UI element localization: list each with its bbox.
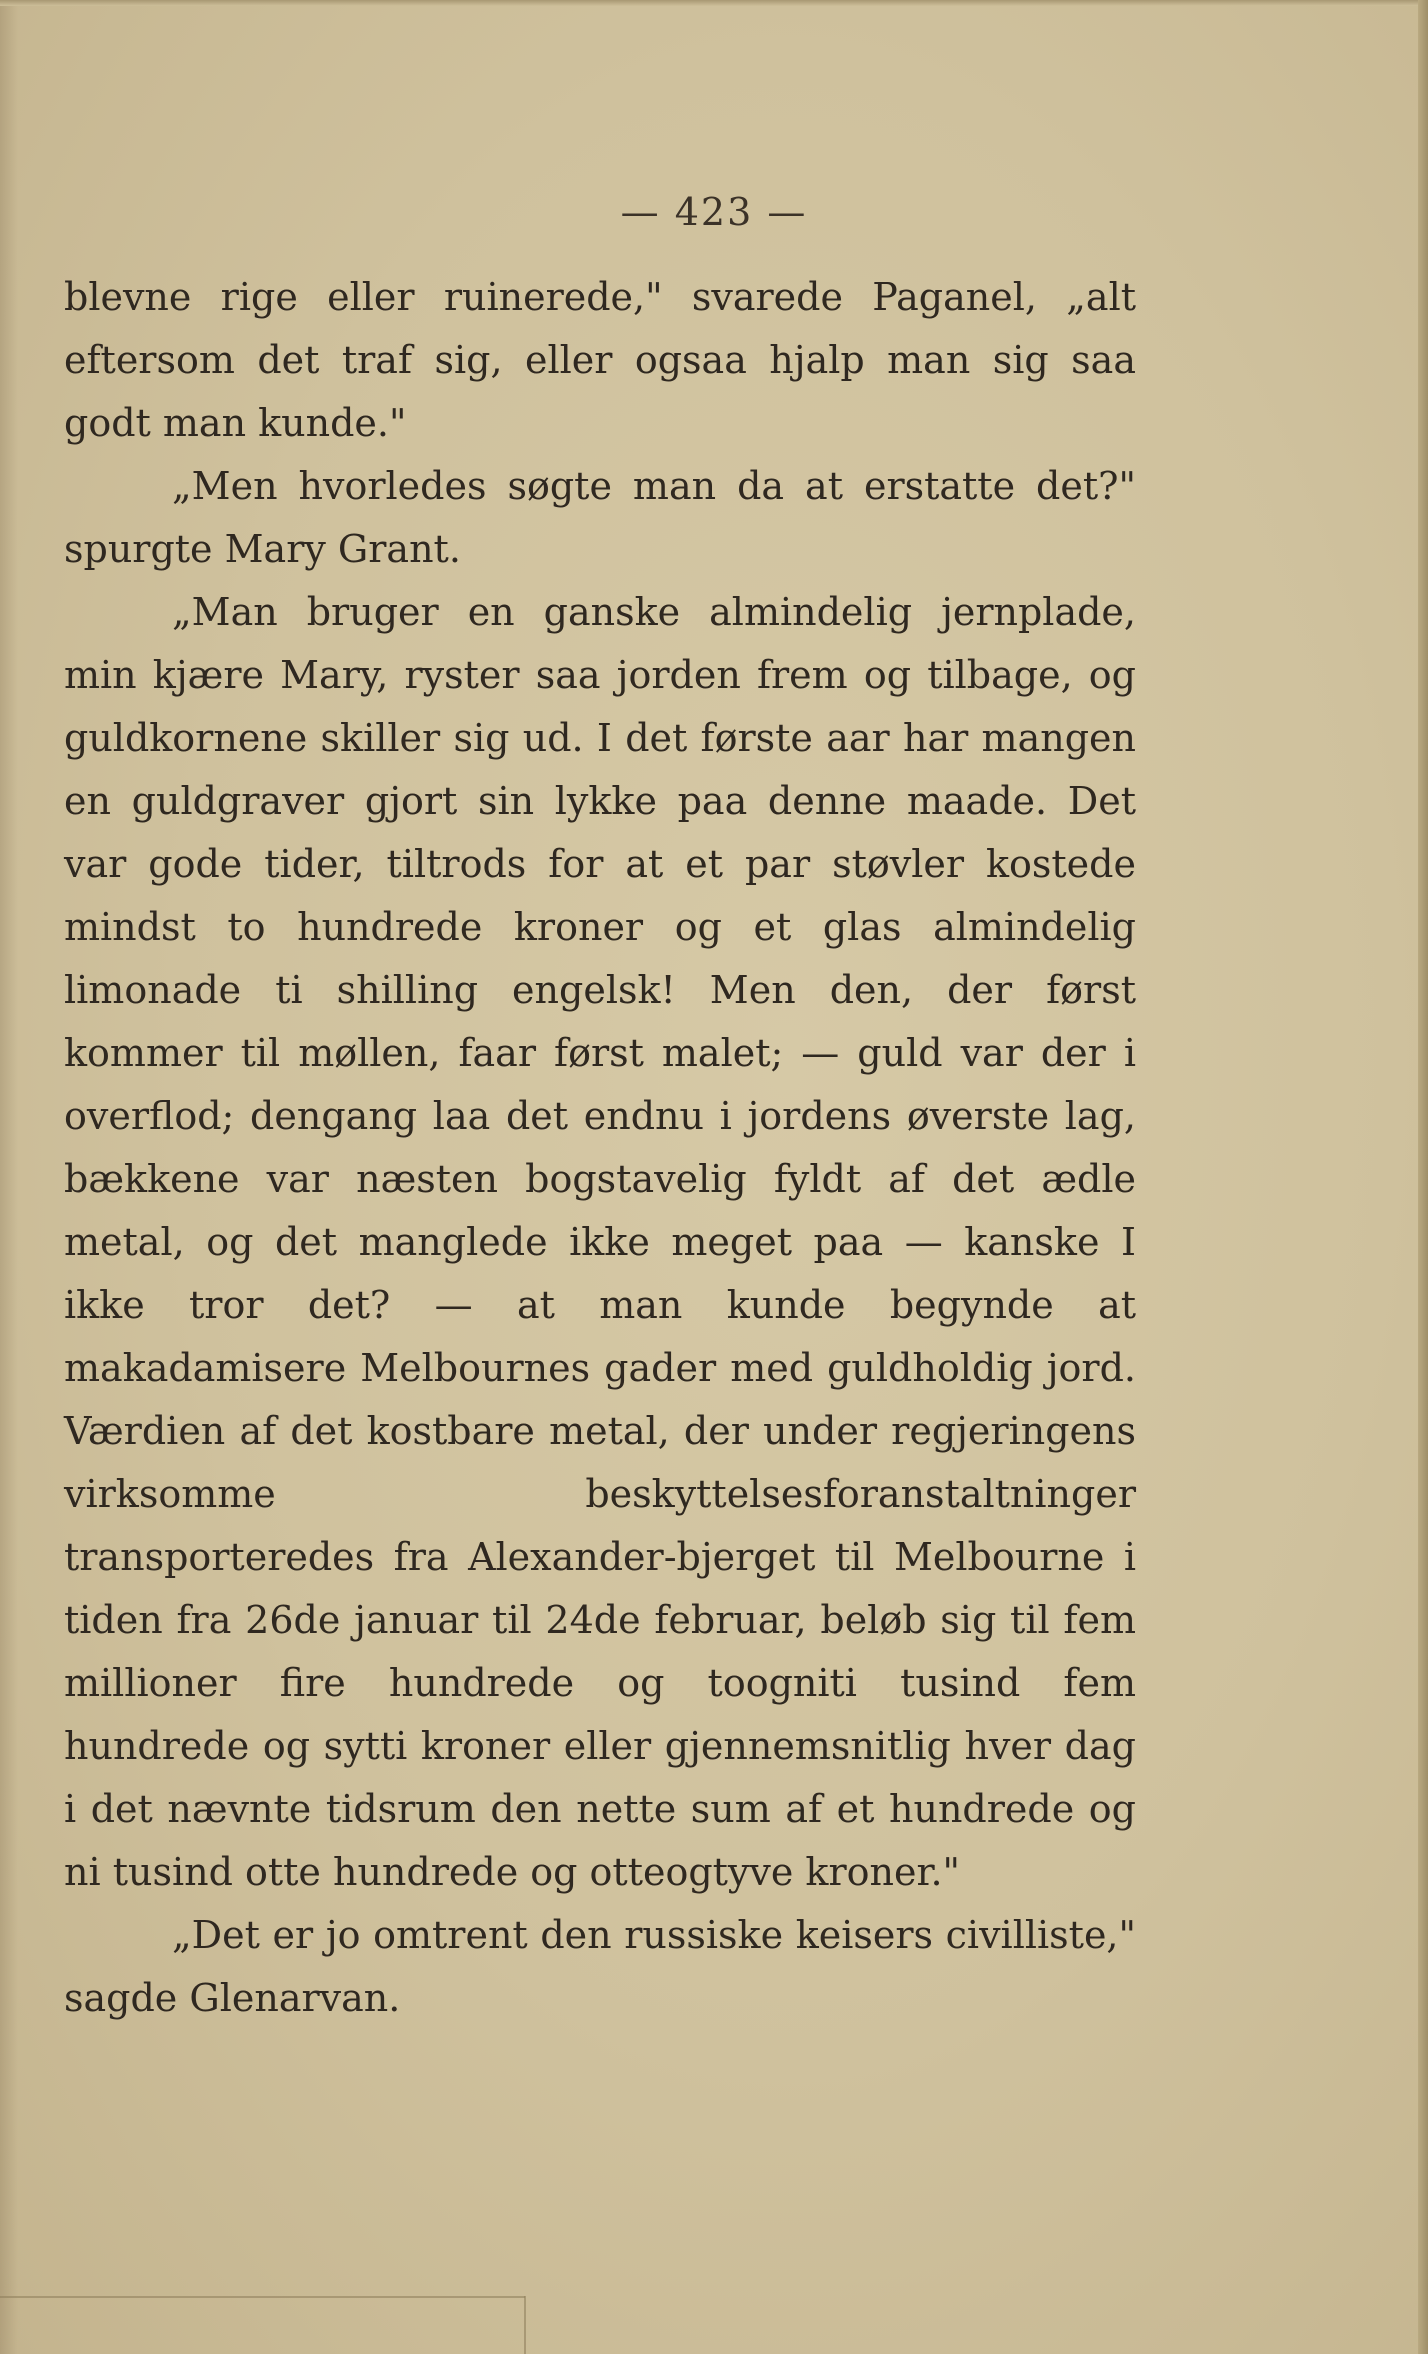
scan-fold-line	[0, 2296, 525, 2298]
paragraph-2: „Men hvorledes søgte man da at erstatte det?" spurgte Mary Grant.	[64, 464, 1136, 571]
scan-fold-corner	[524, 2296, 526, 2354]
paragraph-3: „Man bruger en ganske almindelig jernplade, min kjære Mary, ryster saa jorden frem og tilbage, og guldkornene skiller sig ud. I det første aar har mangen en guldgraver gjort sin lykke paa denne maade. Det var gode tider, tiltrods for at et par støvler kostede mindst to hundrede kroner og et glas almindelig limonade ti shilling engelsk! Men den, der først kommer til møllen, faar først malet; — guld var der i overflod; dengang laa det endnu i jordens øverste lag, bækkene var næsten bogstavelig fyldt af det ædle metal, og det manglede ikke meget paa — kanske I ikke tror det? — at man kunde begynde at makadamisere Melbournes gader med guldholdig jord. Værdien af det kostbare metal, der under regjeringens virksomme beskyttelsesforanstaltninger transporteredes fra Alexander-bjerget til Melbourne i tiden fra 26de januar til 24de februar, beløb sig til fem millioner fire hundrede og toogniti tusind fem hundrede og sytti kroner eller gjennemsnitlig hver dag i det nævnte tidsrum den nette sum af et hundrede og ni tusind otte hundrede og otteogtyve kroner."	[64, 590, 1136, 1894]
page-right-edge	[1418, 0, 1428, 2354]
page-number: — 423 —	[620, 190, 808, 234]
page-top-edge	[0, 0, 1428, 6]
paragraph-4: „Det er jo omtrent den russiske keisers civilliste," sagde Glenarvan.	[64, 1913, 1136, 2020]
gutter-shadow	[0, 0, 18, 2354]
body-text	[64, 266, 1136, 2030]
paragraph-1: blevne rige eller ruinerede," svarede Paganel, „alt eftersom det traf sig, eller ogsaa hjalp man sig saa godt man kunde."	[64, 275, 1136, 445]
